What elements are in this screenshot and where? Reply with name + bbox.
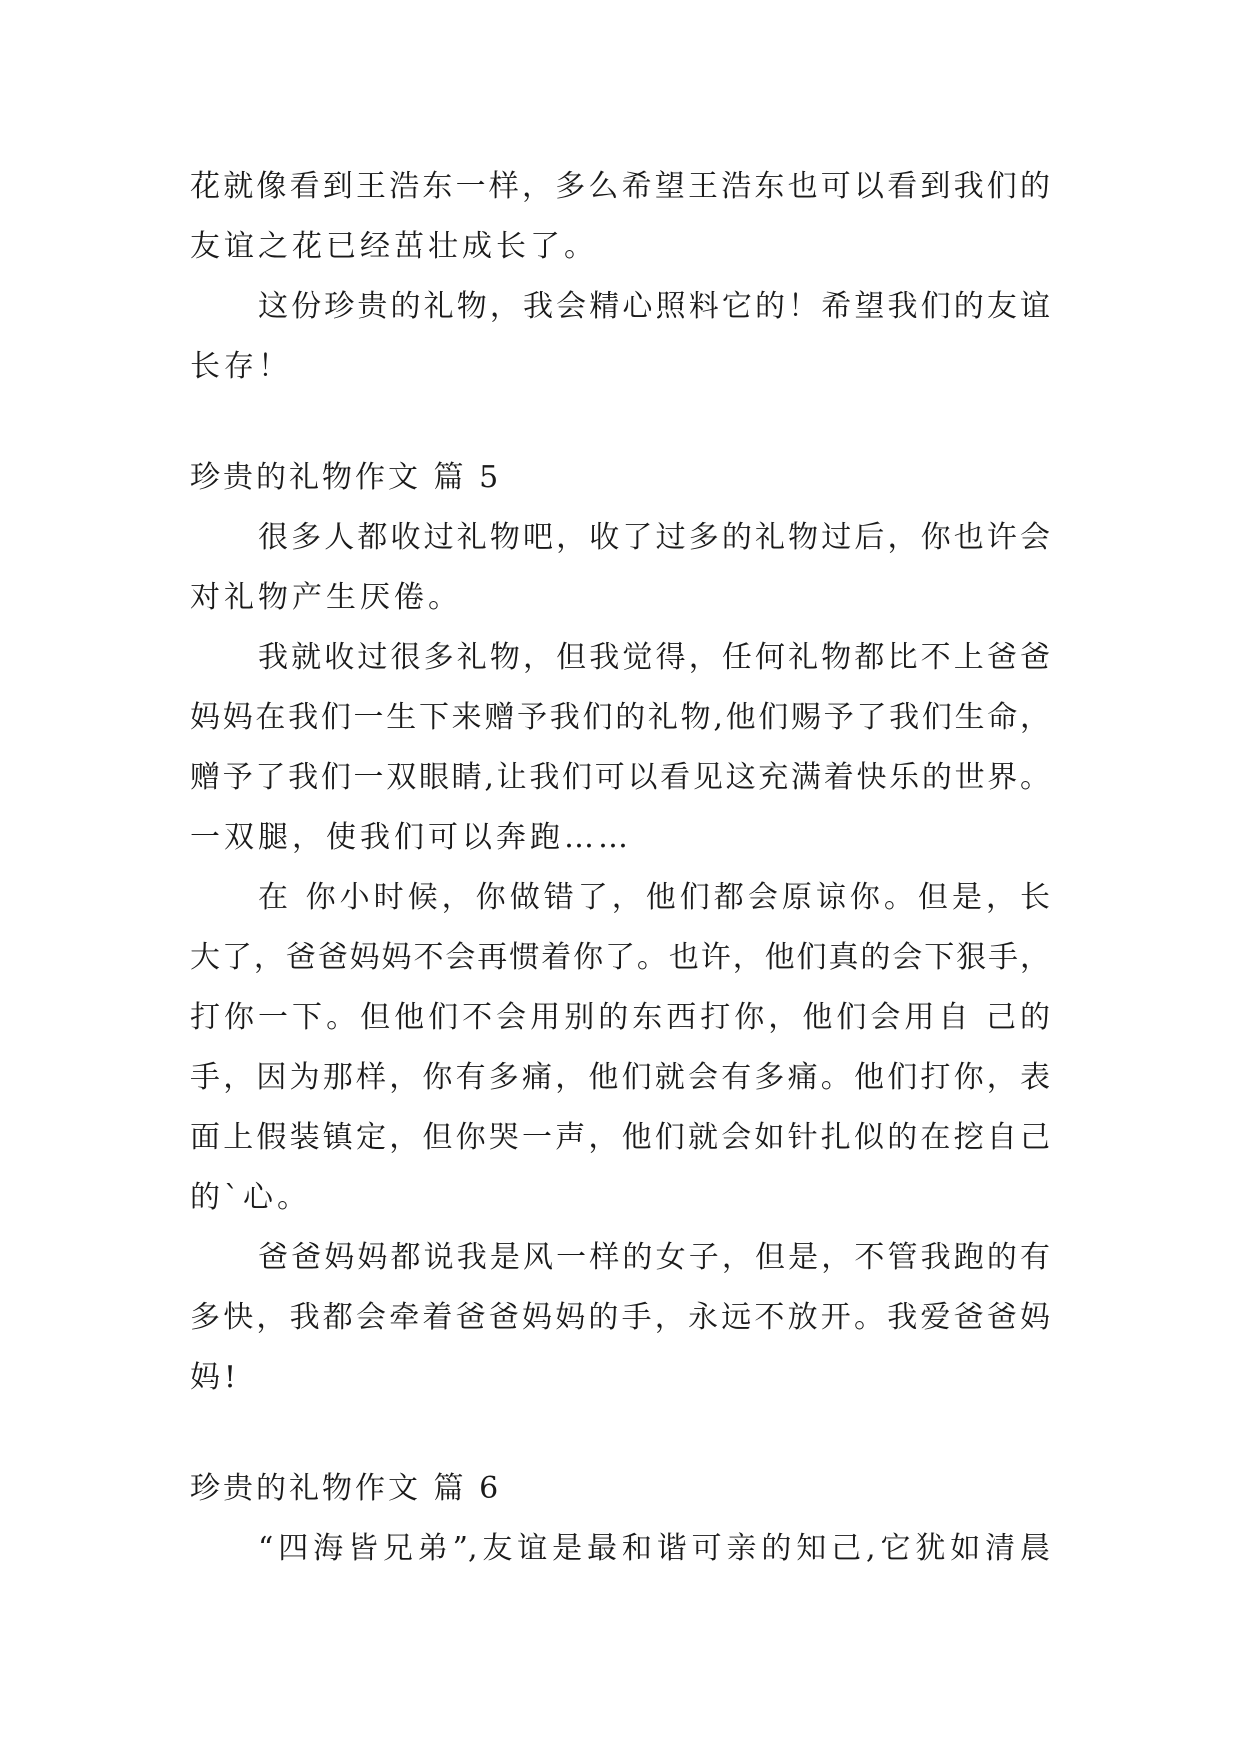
- paragraph-line: 友谊之花已经茁壮成长了。: [190, 229, 598, 264]
- paragraph-line: 多快，我都会牵着爸爸妈妈的手，永远不放开。我爱爸爸妈: [190, 1300, 1050, 1335]
- paragraph-line: 花就像看到王浩东一样，多么希望王浩东也可以看到我们的: [190, 169, 1050, 204]
- paragraph-line: 大了，爸爸妈妈不会再惯着你了。也许，他们真的会下狠手，: [190, 940, 1050, 975]
- paragraph-line: 对礼物产生厌倦。: [190, 580, 462, 615]
- paragraph-line: 妈妈在我们一生下来赠予我们的礼物,他们赐予了我们生命，: [190, 700, 1050, 735]
- section-heading: 珍贵的礼物作文 篇 5: [190, 460, 502, 495]
- paragraph-line: “四海皆兄弟”,友谊是最和谐可亲的知己,它犹如清晨: [258, 1531, 1050, 1566]
- paragraph-line: 爸爸妈妈都说我是风一样的女子，但是，不管我跑的有: [258, 1240, 1050, 1275]
- paragraph-line: 手，因为那样，你有多痛，他们就会有多痛。他们打你，表: [190, 1060, 1050, 1095]
- paragraph-line: 打你一下。但他们不会用别的东西打你，他们会用自 己的: [190, 1000, 1050, 1035]
- paragraph-line: 面上假装镇定，但你哭一声，他们就会如针扎似的在挖自己: [190, 1120, 1050, 1155]
- section-heading: 珍贵的礼物作文 篇 6: [190, 1471, 502, 1506]
- paragraph-line: 的`心。: [190, 1180, 311, 1215]
- paragraph-line: 这份珍贵的礼物，我会精心照料它的！希望我们的友谊: [258, 289, 1050, 324]
- paragraph-line: 长存！: [190, 349, 292, 384]
- paragraph-line: 妈!: [190, 1360, 241, 1395]
- paragraph-line: 赠予了我们一双眼睛,让我们可以看见这充满着快乐的世界。: [190, 760, 1050, 795]
- paragraph-line: 在 你小时候，你做错了，他们都会原谅你。但是，长: [258, 880, 1050, 915]
- paragraph-line: 一双腿，使我们可以奔跑……: [190, 820, 632, 855]
- paragraph-line: 我就收过很多礼物，但我觉得，任何礼物都比不上爸爸: [258, 640, 1050, 675]
- paragraph-line: 很多人都收过礼物吧，收了过多的礼物过后，你也许会: [258, 520, 1050, 555]
